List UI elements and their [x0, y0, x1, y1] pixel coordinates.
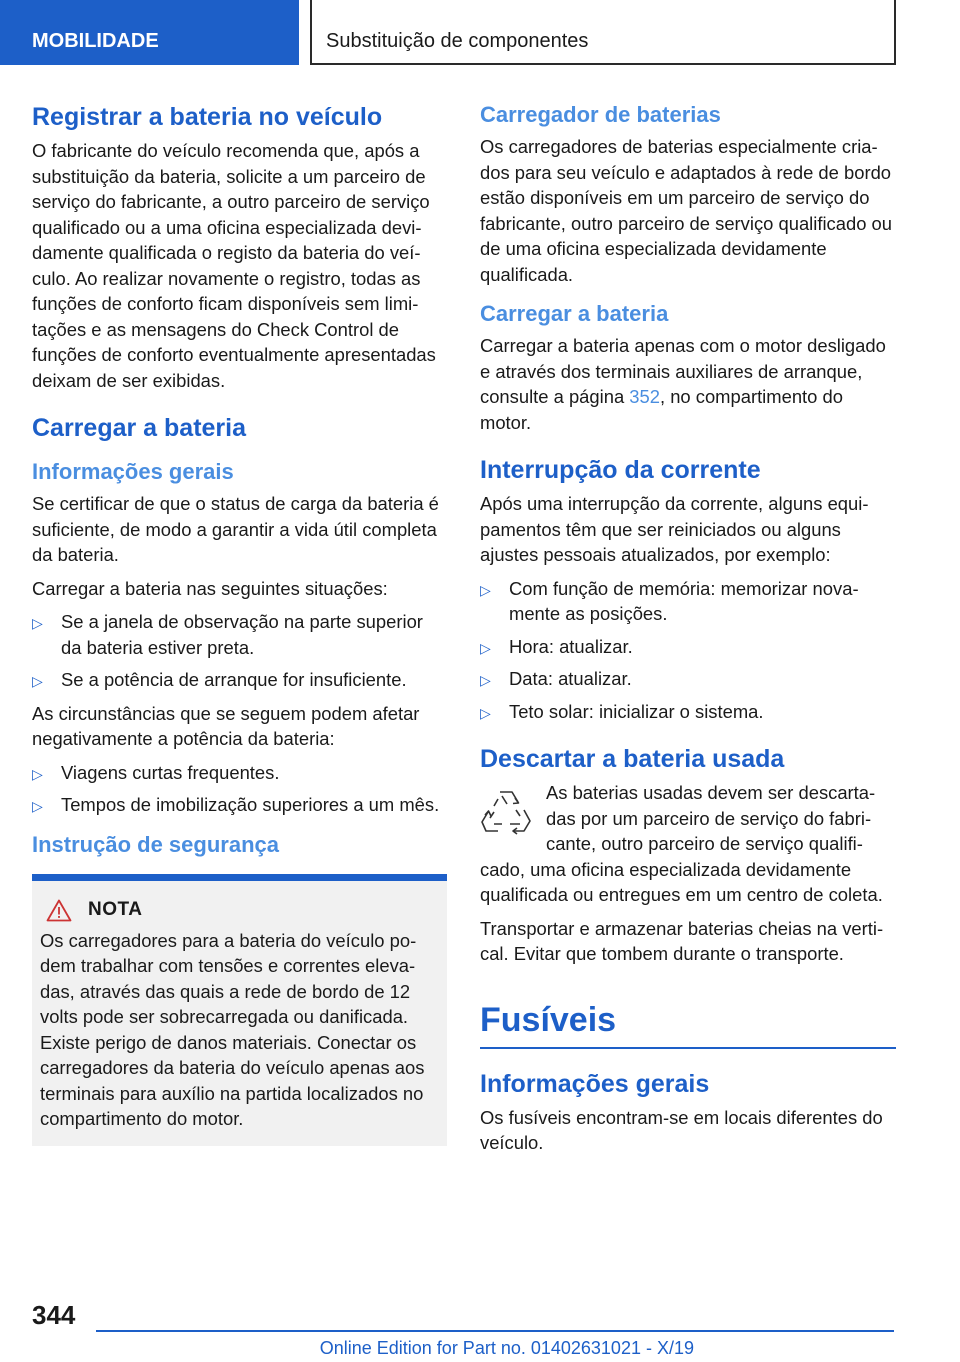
- heading-fuses: Fusíveis: [480, 999, 896, 1049]
- heading-power-interruption: Interrupção da corrente: [480, 456, 761, 484]
- header-section-tab: [0, 0, 299, 65]
- heading-battery-charger: Carregador de baterias: [480, 102, 721, 127]
- note-title: NOTA: [88, 899, 143, 920]
- heading-dispose-battery: Descartar a bateria usada: [480, 745, 785, 773]
- header-section-label: MOBILIDADE: [32, 30, 159, 52]
- recycling-icon: [480, 786, 532, 838]
- list-item: ▷ Viagens curtas frequentes.: [32, 760, 447, 786]
- list-item: ▷ Se a potência de arranque for insuficiente.: [32, 667, 447, 693]
- list-item: ▷ Tempos de imobilização superiores a um mês.: [32, 792, 447, 818]
- heading-charge-battery-2: Carregar a bateria: [480, 301, 669, 326]
- paragraph-dispose-battery: As baterias usadas devem ser descartadas por um parceiro de serviço do fabricante, outro parceiro de serviço qualificado, uma oficina especializada devidamente qualificada ou entregues em um centro de coleta.: [480, 782, 883, 905]
- note-box: [32, 874, 447, 1146]
- heading-safety-instruction: Instrução de segurança: [32, 831, 279, 857]
- paragraph-transport: Transportar e armazenar baterias cheias na vertical. Evitar que tombem durante o transporte.: [480, 917, 884, 964]
- triangle-right-icon: ▷: [32, 798, 43, 814]
- list-item: ▷ Teto solar: inicializar o sistema.: [480, 699, 896, 725]
- list-item: ▷ Data: atualizar.: [480, 666, 896, 692]
- paragraph-register-battery: O fabricante do veículo recomenda que, após a substituição da bateria, solicite a um parceiro de serviço do fabricante, a outro parceiro de serviço qualificado ou a uma oficina especializada devidamente qualificada o registo da bateria do veículo. Ao realizar novamente o registro, todas as funções de conforto ficam disponíveis sem limitações e as mensagens do Check Control de funções de conforto eventualmente apresentadas deixam de ser exibidas.: [32, 140, 436, 391]
- footer-rule: [96, 1330, 894, 1332]
- left-column: [32, 100, 447, 1146]
- circumstances-list: [32, 760, 447, 818]
- paragraph-situations-intro: Carregar a bateria nas seguintes situações:: [32, 577, 388, 599]
- warning-triangle-icon: [46, 899, 72, 922]
- note-header: [40, 899, 439, 922]
- page-number: 344: [32, 1300, 76, 1330]
- triangle-right-icon: ▷: [480, 672, 491, 688]
- list-item: ▷ Se a janela de observação na parte superior da bateria estiver preta.: [32, 611, 423, 658]
- note-text: Os carregadores para a bateria do veículo podem trabalhar com tensões e correntes elevadas, através das quais a rede de bordo de 12 volts pode ser sobrecarregada ou danificada. Existe perigo de danos materiais. Conectar os carregadores da bateria do veículo apenas aos terminais para auxílio na partida localizados no compartimento do motor.: [40, 929, 425, 1129]
- paragraph-general-info: Se certificar de que o status de carga da bateria é suficiente, de modo a garantir a vida útil completa da bateria.: [32, 493, 439, 565]
- heading-charge-battery: Carregar a bateria: [32, 414, 247, 442]
- triangle-right-icon: ▷: [480, 704, 491, 721]
- paragraph-power-interruption: Após uma interrupção da corrente, alguns equipamentos têm que ser reiniciados ou alguns ajustes pessoais atualizados, por exemplo:: [480, 493, 869, 565]
- heading-register-battery: Registrar a bateria no veículo: [32, 103, 383, 131]
- page-reference-link[interactable]: 352: [629, 386, 660, 407]
- header-topic: [310, 0, 896, 65]
- triangle-right-icon: ▷: [480, 639, 491, 656]
- paragraph-battery-charger: Os carregadores de baterias especialmente criados para seu veículo e adaptados à rede de bordo estão disponíveis em um parceiro de serviço do fabricante, outro parceiro de serviço qualificado ou de uma oficina especializada devidamente qualificada.: [480, 136, 892, 285]
- triangle-right-icon: ▷: [32, 615, 43, 631]
- footer-edition: Online Edition for Part no. 01402631021 - X/19: [319, 1338, 694, 1358]
- header-topic-label: Substituição de componentes: [326, 30, 589, 52]
- heading-fuses-general: Informações gerais: [480, 1069, 710, 1098]
- list-item: ▷ Com função de memória: memorizar novamente as posições.: [480, 577, 859, 624]
- paragraph-fuses: Os fusíveis encontram-se em locais diferentes do veículo.: [480, 1106, 883, 1153]
- dispose-block: [480, 780, 896, 916]
- paragraph-circumstances-intro: As circunstâncias que se seguem podem afetar negativamente a potência da bateria:: [32, 702, 420, 749]
- right-column: [480, 100, 896, 1164]
- triangle-right-icon: ▷: [32, 673, 43, 689]
- interruption-list: [480, 576, 896, 725]
- list-item: ▷ Hora: atualizar.: [480, 634, 896, 660]
- paragraph-charge-battery: Carregar a bateria apenas com o motor desligado e através dos terminais auxiliares de arranque, consulte a página 352, no compartimento do motor.: [480, 335, 886, 433]
- triangle-right-icon: ▷: [480, 581, 491, 598]
- triangle-right-icon: ▷: [32, 765, 43, 782]
- situations-list: [32, 609, 447, 693]
- heading-general-info: Informações gerais: [32, 459, 234, 484]
